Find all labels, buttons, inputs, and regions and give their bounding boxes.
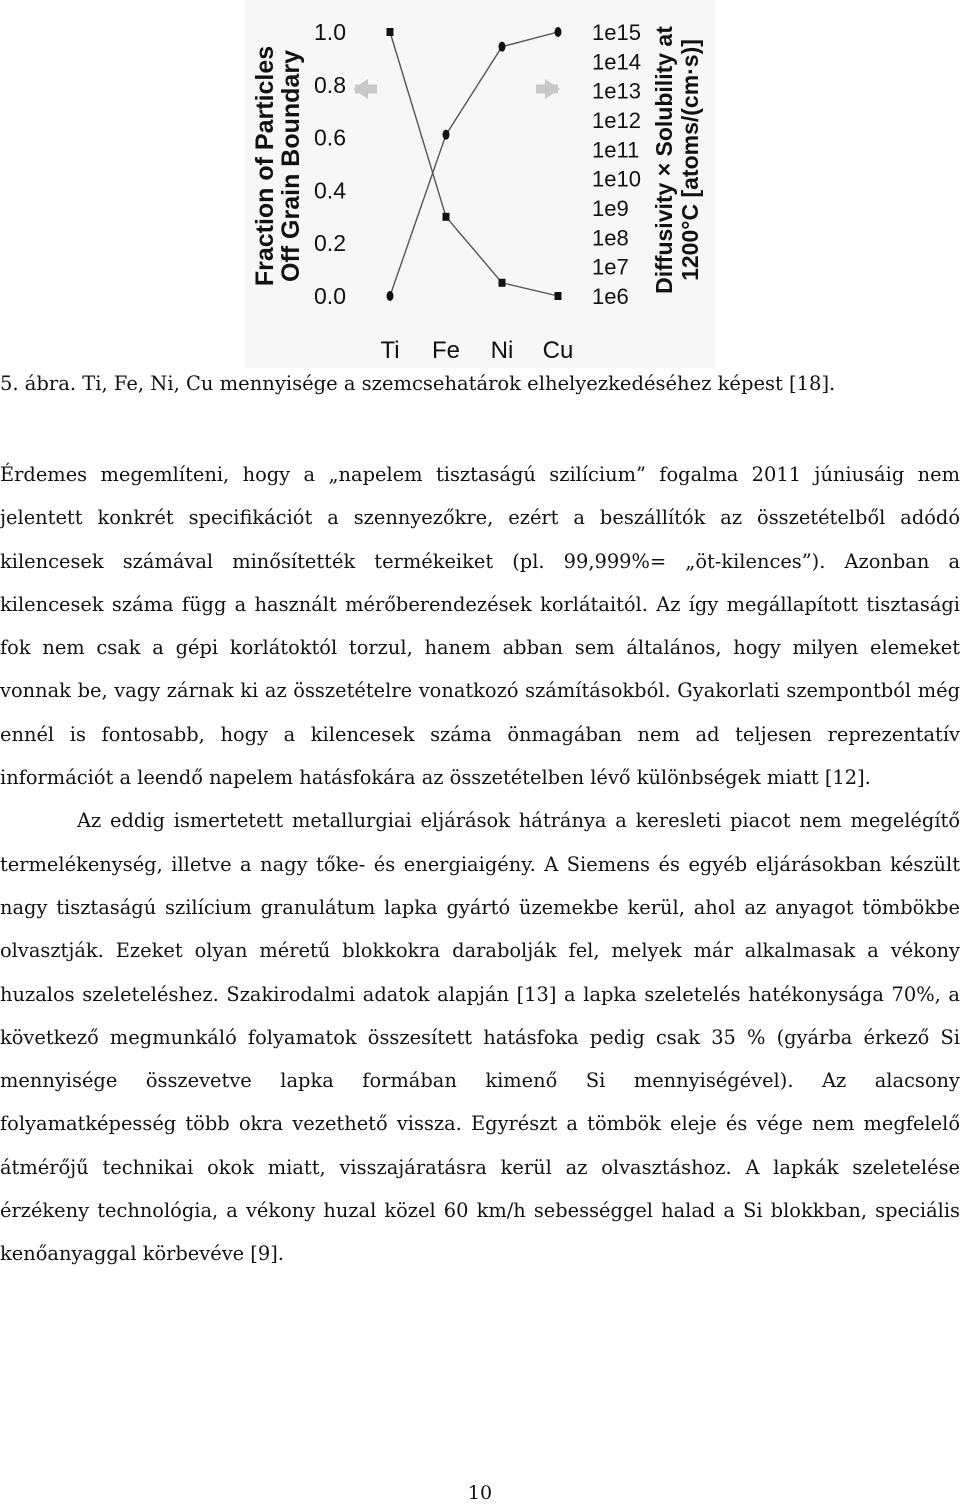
series-1-point bbox=[499, 279, 506, 287]
right-tick-label: 1e8 bbox=[592, 225, 629, 251]
right-tick-label: 1e13 bbox=[592, 78, 641, 104]
x-tick-label: Cu bbox=[542, 337, 574, 364]
right-tick-label: 1e14 bbox=[592, 49, 641, 75]
x-tick-label: Fe bbox=[431, 337, 461, 364]
right-tick-label: 1e11 bbox=[592, 137, 640, 163]
paragraph-1: Érdemes megemlíteni, hogy a „napelem tisztaságú szilícium” fogalma 2011 júniusáig nem jelentett konkrét specifikációt a szennyezőkre, ezért a beszállítók az összetételből adódó kilencesek számával minősítették termékeiket (pl. 99,999%= „öt-kilences”). Azonban a kilencesek száma függ a használt mérőberendezések korlátaitól. Az így megállapított tisztasági fok nem csak a gépi korlátoktól torzul, hanem abban sem általános, hogy milyen elemeket vonnak be, vagy zárnak ki az összetételre vonatkozó számításokból. Gyakorlati szempontból még ennél is fontosabb, hogy a kilencesek száma önmagában nem ad teljesen reprezentatív információt a leendő napelem hatásfokára az összetételben lévő különbségek miatt [12]. bbox=[0, 463, 960, 790]
x-tick-label: Ti bbox=[380, 337, 400, 364]
series-2-point bbox=[443, 130, 450, 140]
left-axis-title-line2: Off Grain Boundary bbox=[277, 50, 305, 282]
series-2-point bbox=[499, 42, 506, 52]
x-tick-label: Ni bbox=[490, 337, 514, 364]
body-text bbox=[0, 453, 960, 1276]
right-axis-title bbox=[651, 26, 703, 294]
left-axis-title bbox=[251, 46, 305, 286]
figure-chart bbox=[244, 0, 716, 368]
right-tick-label: 1e10 bbox=[592, 166, 641, 192]
series-2-point bbox=[387, 291, 394, 301]
left-tick-label: 0.0 bbox=[314, 283, 346, 309]
paragraph-2: Az eddig ismertetett metallurgiai eljárások hátránya a keresleti piacot nem megelégítő termelékenység, illetve a nagy tőke- és energiaigény. A Siemens és egyéb eljárásokban készült nagy tisztaságú szilícium granulátum lapka gyártó üzemekbe kerül, ahol az anyagot tömbökbe olvasztják. Ezeket olyan méretű blokkokra darabolják fel, melyek már alkalmasak a vékony huzalos szeleteléshez. Szakirodalmi adatok alapján [13] a lapka szeletelés hatékonysága 70%, a következő megmunkáló folyamatok összesített hatásfoka pedig csak 35 % (gyárba érkező Si mennyisége összevetve lapka formában kimenő Si mennyiségével). Az alacsony folyamatképesség több okra vezethető vissza. Egyrészt a tömbök eleje és vége nem megfelelő átmérőjű technikai okok miatt, visszajáratásra kerül az olvasztáshoz. A lapkák szeletelése érzékeny technológia, a vékony huzal közel 60 km/h sebességgel halad a Si blokkban, speciális kenőanyaggal körbevéve [9]. bbox=[0, 809, 960, 1266]
left-tick-label: 0.6 bbox=[314, 124, 346, 151]
series-2-point bbox=[555, 27, 562, 37]
figure-caption: 5. ábra. Ti, Fe, Ni, Cu mennyisége a szemcsehatárok elhelyezkedéséhez képest [18]. bbox=[0, 372, 836, 395]
right-tick-label: 1e7 bbox=[592, 254, 629, 280]
right-axis-title-line1: Diffusivity × Solubility at bbox=[651, 26, 677, 294]
left-tick-label: 0.4 bbox=[314, 177, 346, 204]
right-axis-title-line2: 1200°C [atoms/(cm·s)] bbox=[677, 39, 703, 281]
series-1-point bbox=[555, 292, 562, 300]
left-axis-title-line1: Fraction of Particles bbox=[251, 45, 279, 287]
right-tick-label: 1e6 bbox=[592, 284, 629, 309]
chart-svg bbox=[244, 0, 716, 368]
series-1-point bbox=[387, 28, 394, 36]
right-tick-label: 1e12 bbox=[592, 108, 641, 133]
left-tick-label: 1.0 bbox=[314, 19, 346, 45]
page-number: 10 bbox=[467, 1482, 493, 1504]
right-tick-label: 1e9 bbox=[592, 196, 629, 221]
right-tick-label: 1e15 bbox=[592, 20, 641, 45]
left-tick-label: 0.8 bbox=[314, 71, 346, 98]
left-tick-label: 0.2 bbox=[314, 230, 346, 257]
series-1-point bbox=[443, 213, 450, 221]
